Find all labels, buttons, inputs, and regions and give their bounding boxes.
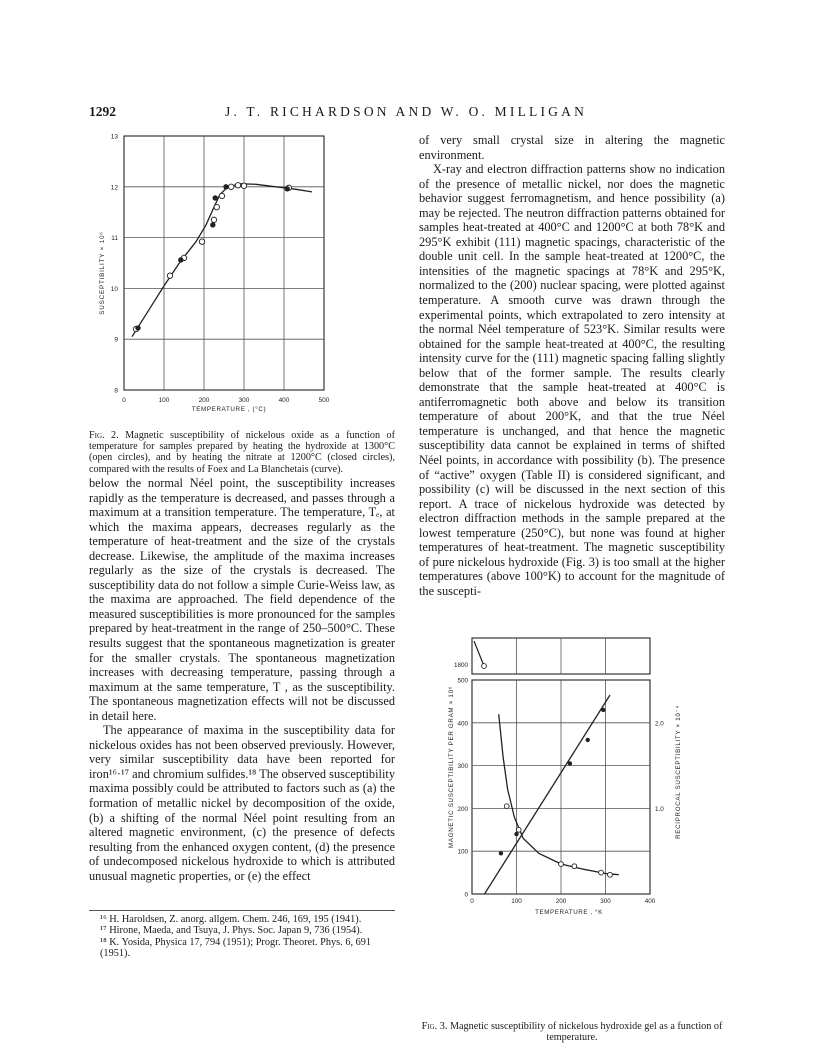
data-point-open bbox=[199, 239, 204, 244]
x-axis-label: TEMPERATURE , (°C) bbox=[191, 406, 267, 413]
figure-3-caption-text: Magnetic susceptibility of nickelous hydroxide gel as a function of temperature. bbox=[449, 1021, 723, 1044]
y-tick-label: 0 bbox=[464, 891, 468, 899]
left-column bbox=[89, 476, 395, 883]
x-tick-label: 0 bbox=[470, 898, 474, 905]
x-tick-label: 400 bbox=[278, 397, 290, 404]
figure-2-caption-label: Fig. 2. bbox=[89, 430, 119, 441]
data-point-open bbox=[214, 204, 219, 209]
y-axis-label: SUSCEPTIBILITY × 10⁶ bbox=[99, 231, 106, 315]
y-tick-label: 10 bbox=[110, 285, 118, 293]
figure-3-chart bbox=[440, 632, 690, 1012]
data-point-closed bbox=[499, 851, 503, 855]
footnote-18: ¹⁸ K. Yosida, Physica 17, 794 (1951); Progr. Theoret. Phys. 6, 691 (1951). bbox=[100, 936, 372, 959]
data-point-closed bbox=[568, 761, 572, 765]
break-curve-segment bbox=[474, 641, 484, 666]
data-point-open bbox=[167, 273, 172, 278]
data-point-closed bbox=[210, 222, 215, 227]
data-point-open bbox=[504, 804, 509, 809]
x-tick-label: 100 bbox=[158, 397, 170, 404]
footnote-17: ¹⁷ Hirone, Maeda, and Tsuya, J. Phys. Soc. Japan 9, 736 (1954). bbox=[100, 925, 363, 937]
y-axis-label: MAGNETIC SUSCEPTIBILITY PER GRAM × 10⁶ bbox=[448, 686, 455, 848]
footnote-16: ¹⁶ H. Haroldsen, Z. anorg. allgem. Chem. 246, 169, 195 (1941). bbox=[100, 914, 362, 925]
series-line bbox=[485, 695, 611, 894]
y2-axis-label: RECIPROCAL SUSCEPTIBILITY × 10⁻⁴ bbox=[675, 705, 682, 839]
data-point-open bbox=[572, 864, 577, 869]
left-paragraph-2: The appearance of maxima in the susceptibility data for nickelous oxides has not been observed previously. However, very similar susceptibility data have been reported for iron¹⁶·¹⁷ and chromium sulfides.¹⁸ The observed susceptibility maxima possibly could be attributed to factors such as (a) the formation of metallic nickel by decomposition of the oxide, (b) a shifting of the normal Néel point resulting from an altered magnetic environment, (c) the presence of defects resulting from the enhanced oxygen content, (d) the presence of undecomposed nickelous hydroxide to which is attributed unusual magnetic properties, or (e) the effect bbox=[89, 723, 395, 883]
y-tick-label: 100 bbox=[457, 848, 468, 856]
x-tick-label: 100 bbox=[511, 898, 522, 905]
data-point-open bbox=[559, 862, 564, 867]
right-paragraph-2: X-ray and electron diffraction patterns show no indication of the presence of metallic nickel, nor does the magnetic behavior suggest ferromagnetism, and hence possibility (a) may be rejected. The neutron diffraction patterns obtained for samples heat-treated at 400°C and 1200°C at both 78°K and 295°K exhibit (111) magnetic spacings, characteristic of the double unit cell. In the sample heat-treated at 1200°C, the intensities of the magnetic spacings at 78°K and 295°K, normalized to the (200) nuclear spacing, were plotted against temperature. A smooth curve was drawn through the experimental points, which extrapolated to zero intensity at the normal Néel temperature of 523°K. Similar results were obtained for the sample heat-treated at 400°C, the resulting intensity curve for the (111) magnetic spacing falling slightly below that of the former sample. The results clearly demonstrate that the sample heat-treated at 400°C is antiferromagnetic both above and below its transition temperature of about 200°K, and that the true Néel temperature is unchanged, and that hence the magnetic susceptibility data cannot be explained in terms of shifted Néel points, in accordance with possibility (b). The presence of “active” oxygen (Table II) is considered significant, and possibility (c) will be discussed in the next section of this report. A trace of nickelous hydroxide was detected by electron diffraction methods in the sample prepared at the lowest temperature (250°C), but none was found at higher temperatures of heat-treatment. The magnetic susceptibility of pure nickelous hydroxide (Fig. 3) is too small at the higher temperatures (above 100°K) to account for the magnitude of the suscepti- bbox=[419, 162, 725, 598]
data-point-closed bbox=[601, 708, 605, 712]
data-point-open bbox=[241, 183, 246, 188]
x-tick-label: 0 bbox=[122, 397, 126, 404]
figure-3-caption bbox=[419, 1021, 725, 1043]
x-tick-label: 200 bbox=[198, 397, 210, 404]
y-tick-label: 400 bbox=[457, 720, 468, 728]
data-point-closed bbox=[514, 832, 518, 836]
data-point-closed bbox=[213, 195, 218, 200]
y-tick-label: 11 bbox=[111, 235, 118, 243]
data-point-open bbox=[229, 184, 234, 189]
data-point-open bbox=[219, 193, 224, 198]
left-paragraph-1: below the normal Néel point, the susceptibility increases rapidly as the temperature is decreased, and passes through a maximum at a transition temperature. The temperature, Tₑ, at which the maxima appears, decreases regularly as the temperature of heat-treatment and the size of the crystals decrease. Likewise, the amplitude of the maxima increases regularly as the size of the crystals is decreased. The susceptibility data do not follow a simple Curie-Weiss law, as the maxima are approached. The field dependence of the measured susceptibilities is more pronounced for the samples prepared by heat-treatment in the range of 250–500°C. These results suggest that the spontaneous magnetization is greater for the smaller crystals. The spontaneous magnetization increases with decreasing temperature, passing through a maximum at the same temperature, T , as the susceptibility. The spontaneous magnetization effects will not be discussed in detail here. bbox=[89, 476, 395, 723]
x-axis-label: TEMPERATURE , °K bbox=[535, 909, 603, 916]
y-tick-label: 8 bbox=[114, 387, 118, 395]
page-number: 1292 bbox=[89, 104, 116, 119]
page-header bbox=[0, 104, 816, 124]
data-point-closed bbox=[135, 325, 140, 330]
x-tick-label: 200 bbox=[555, 898, 567, 905]
x-tick-label: 300 bbox=[238, 397, 250, 404]
plot-frame bbox=[124, 136, 324, 390]
data-point-open bbox=[211, 217, 216, 222]
y-tick-label: 200 bbox=[457, 805, 468, 813]
data-point-open bbox=[235, 183, 240, 188]
y2-tick-label: 2.0 bbox=[655, 720, 664, 728]
y-tick-label: 12 bbox=[110, 184, 118, 192]
data-point-open bbox=[516, 827, 521, 832]
y-break-label: 1800 bbox=[453, 662, 468, 669]
data-point-open bbox=[608, 872, 613, 877]
x-tick-label: 500 bbox=[318, 397, 330, 404]
data-point-open bbox=[482, 664, 487, 669]
y-tick-label: 13 bbox=[110, 133, 118, 141]
data-point-closed bbox=[178, 257, 183, 262]
figure-2-caption-text: Magnetic susceptibility of nickelous oxide as a function of temperature for samples prepared by heating the hydroxide at 1300°C (open circles), and by heating the nitrate at 1200°C (closed circles), compared with the results of Foex and La Blanchetais (curve). bbox=[89, 430, 395, 475]
footnotes bbox=[89, 910, 395, 959]
data-point-closed bbox=[223, 184, 228, 189]
running-head: J. T. RICHARDSON AND W. O. MILLIGAN bbox=[225, 104, 588, 119]
x-tick-label: 400 bbox=[644, 898, 656, 905]
data-point-closed bbox=[586, 738, 590, 742]
y-tick-label: 9 bbox=[114, 336, 118, 344]
figure-3-caption-label: Fig. 3. bbox=[421, 1021, 448, 1032]
x-tick-label: 300 bbox=[600, 898, 611, 905]
right-paragraph-1: of very small crystal size in altering the magnetic environment. bbox=[419, 133, 725, 162]
figure-2-caption bbox=[89, 430, 395, 475]
right-column bbox=[419, 133, 725, 599]
reference-curve bbox=[132, 184, 312, 337]
y-tick-label: 500 bbox=[457, 677, 468, 685]
figure-2-chart bbox=[94, 128, 384, 413]
data-point-closed bbox=[285, 186, 290, 191]
y2-tick-label: 1.0 bbox=[655, 805, 664, 813]
y-tick-label: 300 bbox=[457, 763, 468, 771]
data-point-open bbox=[599, 870, 604, 875]
